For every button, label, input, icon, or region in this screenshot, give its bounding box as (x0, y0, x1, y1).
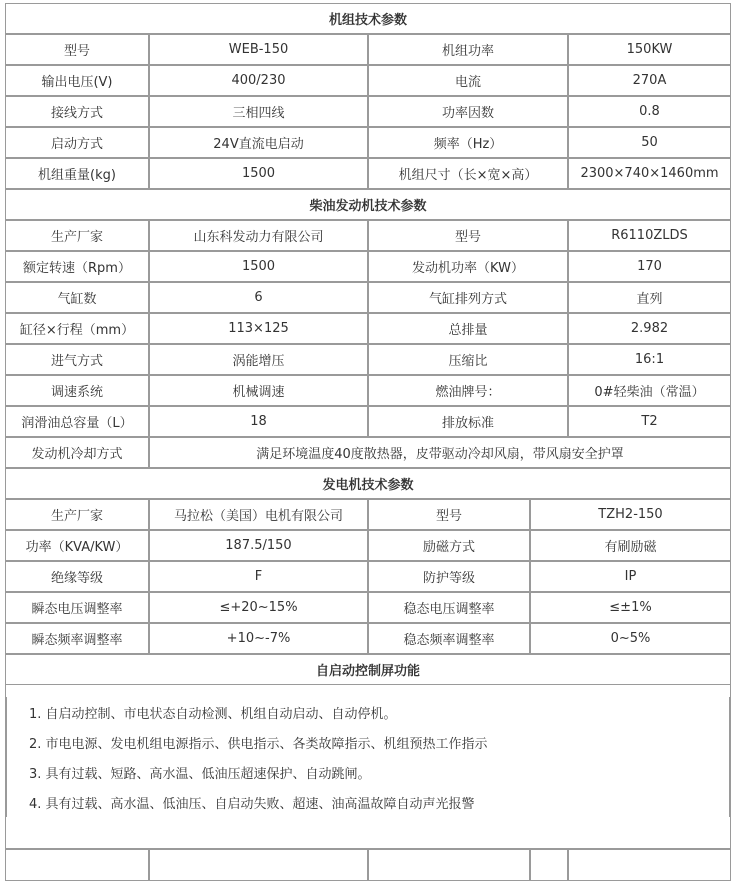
section-title: 机组技术参数 (5, 3, 731, 34)
param-label: 功率因数 (368, 96, 568, 127)
param-label: 压缩比 (368, 344, 568, 375)
param-label: 稳态电压调整率 (368, 592, 530, 623)
param-value: 马拉松（美国）电机有限公司 (149, 499, 368, 530)
param-label: 生产厂家 (5, 220, 149, 251)
param-value: 有刷励磁 (530, 530, 731, 561)
empty-cell (5, 849, 149, 881)
empty-cell (530, 849, 568, 881)
table-row (5, 623, 731, 654)
param-label: 频率（Hz） (368, 127, 568, 158)
table-row (5, 34, 731, 65)
table-row (5, 344, 731, 375)
param-value: 270A (568, 65, 731, 96)
table-row (5, 313, 731, 344)
param-label: 机组重量(kg) (5, 158, 149, 189)
section-title: 自启动控制屏功能 (5, 654, 731, 685)
list-item: 3. 具有过载、短路、高水温、低油压超速保护、自动跳闸。 (6, 757, 730, 787)
table-row (5, 127, 731, 158)
param-value: ≤+20~15% (149, 592, 368, 623)
param-label: 型号 (368, 499, 530, 530)
table-row (5, 592, 731, 623)
param-value: +10~-7% (149, 623, 368, 654)
param-label: 发动机冷却方式 (5, 437, 149, 468)
param-value: 50 (568, 127, 731, 158)
param-label: 绝缘等级 (5, 561, 149, 592)
list-item: 1. 自启动控制、市电状态自动检测、机组自动启动、自动停机。 (6, 697, 730, 727)
param-label: 机组功率 (368, 34, 568, 65)
param-value: 2300×740×1460mm (568, 158, 731, 189)
param-value: 0.8 (568, 96, 731, 127)
param-value: 170 (568, 251, 731, 282)
param-label: 机组尺寸（长×宽×高） (368, 158, 568, 189)
param-label: 瞬态频率调整率 (5, 623, 149, 654)
param-value: 18 (149, 406, 368, 437)
param-value: 16:1 (568, 344, 731, 375)
param-label: 防护等级 (368, 561, 530, 592)
param-value: 机械调速 (149, 375, 368, 406)
param-value: R6110ZLDS (568, 220, 731, 251)
param-value: 三相四线 (149, 96, 368, 127)
table-row (5, 375, 731, 406)
param-value: WEB-150 (149, 34, 368, 65)
table-row (5, 158, 731, 189)
param-label: 气缸排列方式 (368, 282, 568, 313)
control-function-list (5, 685, 731, 849)
param-label: 额定转速（Rpm） (5, 251, 149, 282)
section-title: 发电机技术参数 (5, 468, 731, 499)
param-value: 24V直流电启动 (149, 127, 368, 158)
param-label: 气缸数 (5, 282, 149, 313)
param-label: 排放标准 (368, 406, 568, 437)
empty-cell (149, 849, 368, 881)
list-item: 4. 具有过载、高水温、低油压、自启动失败、超速、油高温故障自动声光报警 (6, 787, 730, 817)
section-engine (5, 189, 731, 220)
section-control (5, 654, 731, 685)
param-value: 山东科发动力有限公司 (149, 220, 368, 251)
param-value: F (149, 561, 368, 592)
param-label: 缸径×行程（mm） (5, 313, 149, 344)
table-row (5, 499, 731, 530)
table-row (5, 561, 731, 592)
param-value: 150KW (568, 34, 731, 65)
param-label: 总排量 (368, 313, 568, 344)
list-item: 2. 市电电源、发电机组电源指示、供电指示、各类故障指示、机组预热工作指示 (6, 727, 730, 757)
param-label: 调速系统 (5, 375, 149, 406)
param-value: 0#轻柴油（常温） (568, 375, 731, 406)
param-label: 润滑油总容量（L） (5, 406, 149, 437)
empty-cell (368, 849, 530, 881)
param-label: 发动机功率（KW） (368, 251, 568, 282)
table-row (5, 530, 731, 561)
param-value: 1500 (149, 251, 368, 282)
param-label: 电流 (368, 65, 568, 96)
table-row (5, 282, 731, 313)
param-label: 型号 (5, 34, 149, 65)
table-row (5, 65, 731, 96)
table-row (5, 406, 731, 437)
empty-cell (568, 849, 731, 881)
param-value: 涡能增压 (149, 344, 368, 375)
param-value: T2 (568, 406, 731, 437)
param-label: 功率（KVA/KW） (5, 530, 149, 561)
table-row (5, 220, 731, 251)
param-value: ≤±1% (530, 592, 731, 623)
param-label: 稳态频率调整率 (368, 623, 530, 654)
table-row (5, 96, 731, 127)
param-value: 1500 (149, 158, 368, 189)
table-row (5, 437, 731, 468)
param-label: 励磁方式 (368, 530, 530, 561)
param-label: 输出电压(V) (5, 65, 149, 96)
param-value: 113×125 (149, 313, 368, 344)
empty-row (5, 849, 731, 880)
param-value: 0~5% (530, 623, 731, 654)
param-value: 400/230 (149, 65, 368, 96)
param-label: 燃油牌号： (368, 375, 568, 406)
param-label: 型号 (368, 220, 568, 251)
param-value: 直列 (568, 282, 731, 313)
param-label: 瞬态电压调整率 (5, 592, 149, 623)
section-title: 柴油发动机技术参数 (5, 189, 731, 220)
param-value: 2.982 (568, 313, 731, 344)
section-generator (5, 468, 731, 499)
param-label: 生产厂家 (5, 499, 149, 530)
param-label: 接线方式 (5, 96, 149, 127)
table-row (5, 251, 731, 282)
param-value: 6 (149, 282, 368, 313)
param-value: 187.5/150 (149, 530, 368, 561)
param-value: TZH2-150 (530, 499, 731, 530)
section-unit (5, 3, 731, 34)
param-value: 满足环境温度40度散热器，皮带驱动冷却风扇，带风扇安全护罩 (149, 437, 731, 468)
param-value: IP (530, 561, 731, 592)
param-label: 进气方式 (5, 344, 149, 375)
param-label: 启动方式 (5, 127, 149, 158)
